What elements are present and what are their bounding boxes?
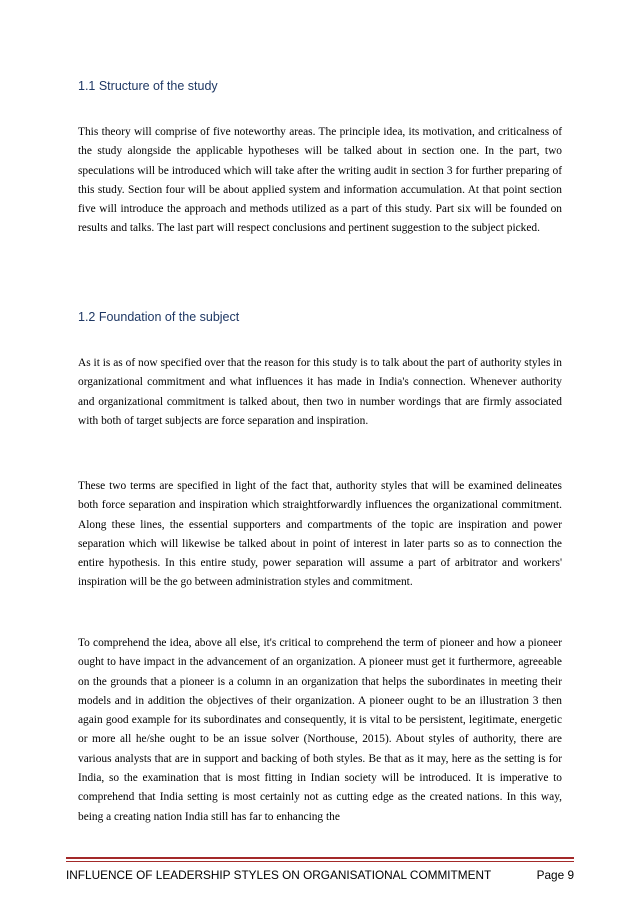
paragraph-foundation-1: As it is as of now specified over that the reason for this study is to talk about the part of authority styles in organizational commitment and what influences it has made in India's connection. Whenever authority and organizational commitment is talked about, then two in number wordings that are firmly associated with both of target subjects are force separation and inspiration.	[78, 357, 562, 427]
page-number: Page 9	[536, 868, 574, 882]
page-footer	[66, 868, 574, 882]
section-heading-structure: 1.1 Structure of the study	[78, 79, 218, 93]
footer-divider-thick	[66, 857, 574, 859]
paragraph-structure: This theory will comprise of five noteworthy areas. The principle idea, its motivation, and criticalness of the study alongside the applicable hypotheses will be talked about in section one. In the part, two speculations will be introduced which will take after the writing audit in section 3 for further preparing of this study. Section four will be about applied system and information accumulation. At that point section five will introduce the approach and methods utilized as a part of this study. Part six will be founded on results and talks. The last part will respect conclusions and pertinent suggestion to the subject picked.	[78, 126, 562, 235]
paragraph-foundation-3: To comprehend the idea, above all else, it's critical to comprehend the term of pioneer and how a pioneer ought to have impact in the advancement of an organization. A pioneer must get it furthermore, agreeable on the grounds that a pioneer is a column in an organization that helps the subordinates in meeting their models and in addition the objectives of their organization. A pioneer ought to be an illustration 3 then again good example for its subordinates and consequently, it is vital to be persistent, legitimate, energetic or more all he/she ought to be an issue solver (Northouse, 2015). About styles of authority, there are various analysts that are in support and backing of both styles. Be that as it may, here as the setting is for India, so the examination that is most fitting in Indian society will be introduced. It is imperative to comprehend that India setting is most certainly not as cutting edge as the created nations. In this way, being a creating nation India still has far to enhancing the	[78, 637, 562, 823]
footer-divider-thin	[66, 861, 574, 862]
footer-title: INFLUENCE OF LEADERSHIP STYLES ON ORGANISATIONAL COMMITMENT	[66, 868, 492, 882]
section-heading-foundation: 1.2 Foundation of the subject	[78, 310, 240, 324]
paragraph-foundation-2: These two terms are specified in light of the fact that, authority styles that will be examined delineates both force separation and inspiration which straightforwardly influences the organizational commitment. Along these lines, the essential supporters and compartments of the topic are inspiration and power separation which will likewise be talked about in point of interest in later parts so as to connection the entire hypothesis. In this entire study, power separation will assume a part of arbitrator and workers' inspiration will be the go between administration styles and commitment.	[78, 480, 562, 589]
